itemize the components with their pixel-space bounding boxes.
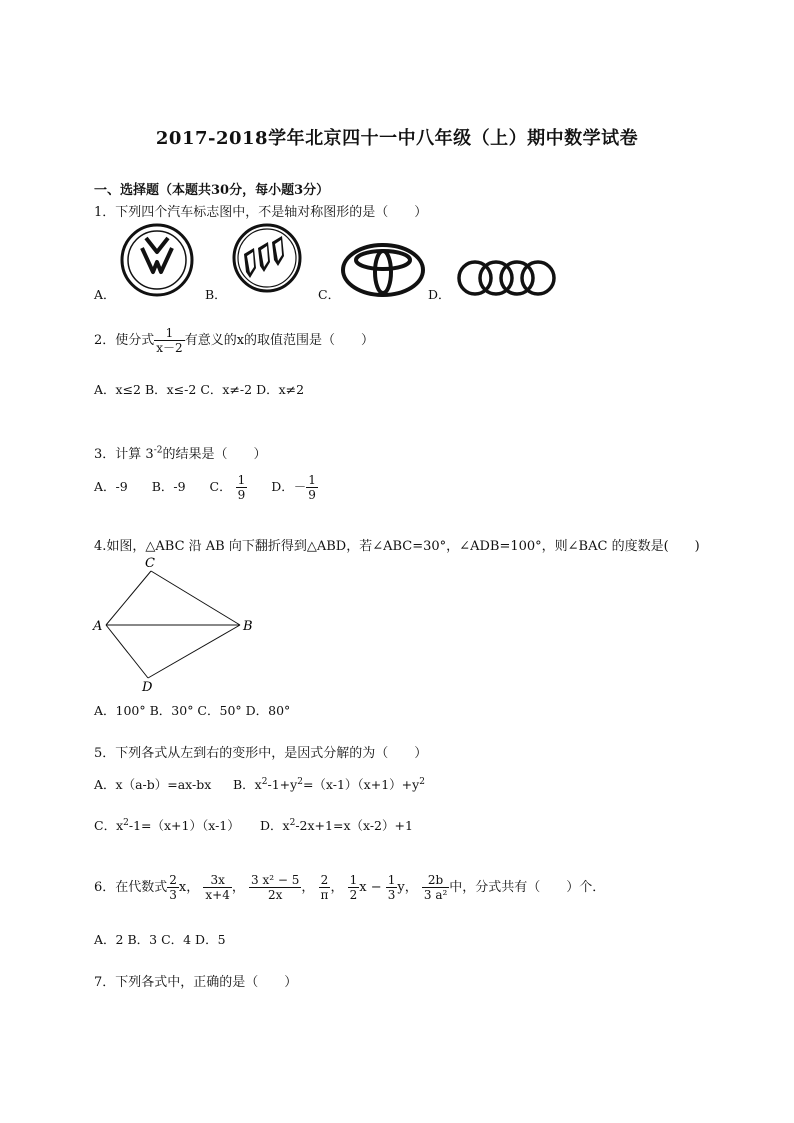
q6-f2-den: x+4	[205, 888, 230, 902]
q5-option-a: A．x（a-b）=ax-bx	[94, 777, 212, 792]
q6-f1-tail: x，	[178, 880, 200, 895]
q6-f6-tail: y，	[397, 880, 418, 895]
q6-options: A．2 B．3 C．4 D．5	[94, 932, 226, 947]
q2-denominator: x－2	[156, 341, 183, 355]
q3-d-numerator: 1	[308, 473, 316, 487]
q6-fraction-7	[422, 873, 449, 902]
q5-d-part1: D．x	[260, 818, 290, 833]
q5-b-sq3: 2	[419, 776, 425, 787]
q6-f4-den: π	[320, 888, 329, 902]
buick-logo-icon	[232, 222, 302, 294]
q3-d-sign: －	[293, 479, 307, 494]
q5-b-part2: -1+y	[267, 777, 298, 792]
section-heading: 一、选择题（本题共30分，每小题3分）	[94, 183, 330, 198]
question-6	[94, 873, 605, 902]
q6-f4-num: 2	[319, 873, 331, 888]
segment-cb	[151, 571, 240, 625]
q4-options: A．100° B．30° C．50° D．80°	[94, 703, 291, 718]
toyota-logo-icon	[340, 242, 426, 298]
q6-comma-1: ，	[231, 880, 245, 895]
q3-option-c-fraction	[236, 473, 248, 502]
label-a: A	[93, 619, 103, 634]
q4-triangle-diagram	[88, 552, 268, 694]
q5-d-sq: 2	[289, 817, 296, 828]
q2-fraction	[154, 326, 184, 355]
q6-f7-num: 2b	[422, 873, 449, 888]
q3-option-d: D．	[271, 479, 294, 494]
q6-comma-3: ，	[330, 880, 344, 895]
q6-comma-2: ，	[301, 880, 315, 895]
q6-f3-den: 2x	[268, 888, 283, 902]
q6-f6-num: 1	[387, 873, 396, 887]
q1-option-a-label: A．	[94, 287, 116, 302]
question-4-text: 4.如图，△ABC 沿 AB 向下翻折得到△ABD，若∠ABC=30°，∠ADB=100°，则∠BAC 的度数是( )	[94, 539, 700, 554]
q3-options	[94, 473, 318, 502]
q5-option-b	[233, 775, 425, 793]
q6-f3-num: 3 x² − 5	[251, 873, 300, 887]
q5-b-sq2: 2	[297, 776, 303, 787]
q5-b-sq1: 2	[261, 776, 268, 787]
q1-option-b-label: B．	[205, 287, 227, 302]
question-1-text: 1．下列四个汽车标志图中，不是轴对称图形的是（ ）	[94, 205, 428, 220]
q2-numerator: 1	[154, 326, 184, 341]
q3-option-c: C．	[209, 479, 232, 494]
q5-c-part1: C．x	[94, 818, 124, 833]
label-c: C	[145, 556, 155, 571]
q6-f5-num: 1	[349, 873, 358, 887]
audi-logo-icon	[455, 258, 559, 298]
q5-b-part3: =（x-1）（x+1）+y	[302, 777, 420, 792]
q3-d-denominator: 9	[308, 488, 316, 502]
q5-c-sq: 2	[123, 817, 129, 828]
q6-f1-den: 3	[169, 888, 177, 902]
q6-fraction-6	[386, 873, 398, 902]
segment-db	[148, 625, 240, 678]
q6-fraction-4	[319, 873, 331, 902]
q6-f5-mid: x −	[359, 880, 382, 895]
q3-suffix: 的结果是（ ）	[162, 447, 267, 462]
q5-c-part2: -1=（x+1）（x-1）	[128, 818, 240, 833]
q6-fraction-5	[348, 873, 360, 902]
q1-option-c-label: C．	[318, 287, 341, 302]
q3-option-a: A．-9	[94, 479, 128, 494]
q6-f7-den: 3 a²	[423, 888, 448, 902]
q5-option-c	[94, 816, 240, 834]
label-b: B	[243, 619, 253, 634]
segment-ac	[106, 571, 151, 625]
q6-fraction-3	[249, 873, 301, 902]
label-d: D	[142, 680, 153, 694]
q3-prefix: 3．计算 3	[94, 447, 154, 462]
volkswagen-logo-icon	[120, 222, 194, 298]
q2-options: A．x≤2 B．x≤-2 C．x≠-2 D．x≠2	[94, 382, 305, 397]
q2-prefix: 2．使分式	[94, 333, 155, 348]
q3-c-denominator: 9	[237, 488, 246, 502]
q5-d-part2: -2x+1=x（x-2）+1	[295, 818, 413, 833]
q3-option-b: B．-9	[151, 479, 186, 494]
q2-suffix: 有意义的x的取值范围是（ ）	[184, 333, 375, 348]
question-2	[94, 326, 374, 355]
q6-f5-den: 2	[349, 888, 358, 902]
q6-fraction-2	[203, 873, 231, 902]
segment-ad	[106, 625, 148, 678]
q3-option-d-fraction	[306, 473, 318, 502]
page-title: 2017-2018学年北京四十一中八年级（上）期中数学试卷	[155, 128, 639, 149]
question-3	[94, 443, 266, 462]
q6-suffix: 中，分式共有（ ）个．	[449, 880, 606, 895]
q5-option-d	[260, 816, 413, 834]
q3-c-numerator: 1	[237, 473, 246, 487]
q3-exponent: -2	[153, 445, 163, 456]
q5-b-part1: B．x	[233, 777, 262, 792]
question-7-text: 7．下列各式中，正确的是（ ）	[94, 975, 298, 990]
q6-f6-den: 3	[387, 888, 396, 902]
q1-option-d-label: D．	[428, 287, 451, 302]
question-5-text: 5．下列各式从左到右的变形中，是因式分解的为（ ）	[94, 746, 428, 761]
q6-f1-num: 2	[169, 873, 177, 887]
q6-prefix: 6．在代数式	[94, 880, 168, 895]
q6-fraction-1	[167, 873, 179, 902]
q6-f2-num: 3x	[203, 873, 231, 888]
